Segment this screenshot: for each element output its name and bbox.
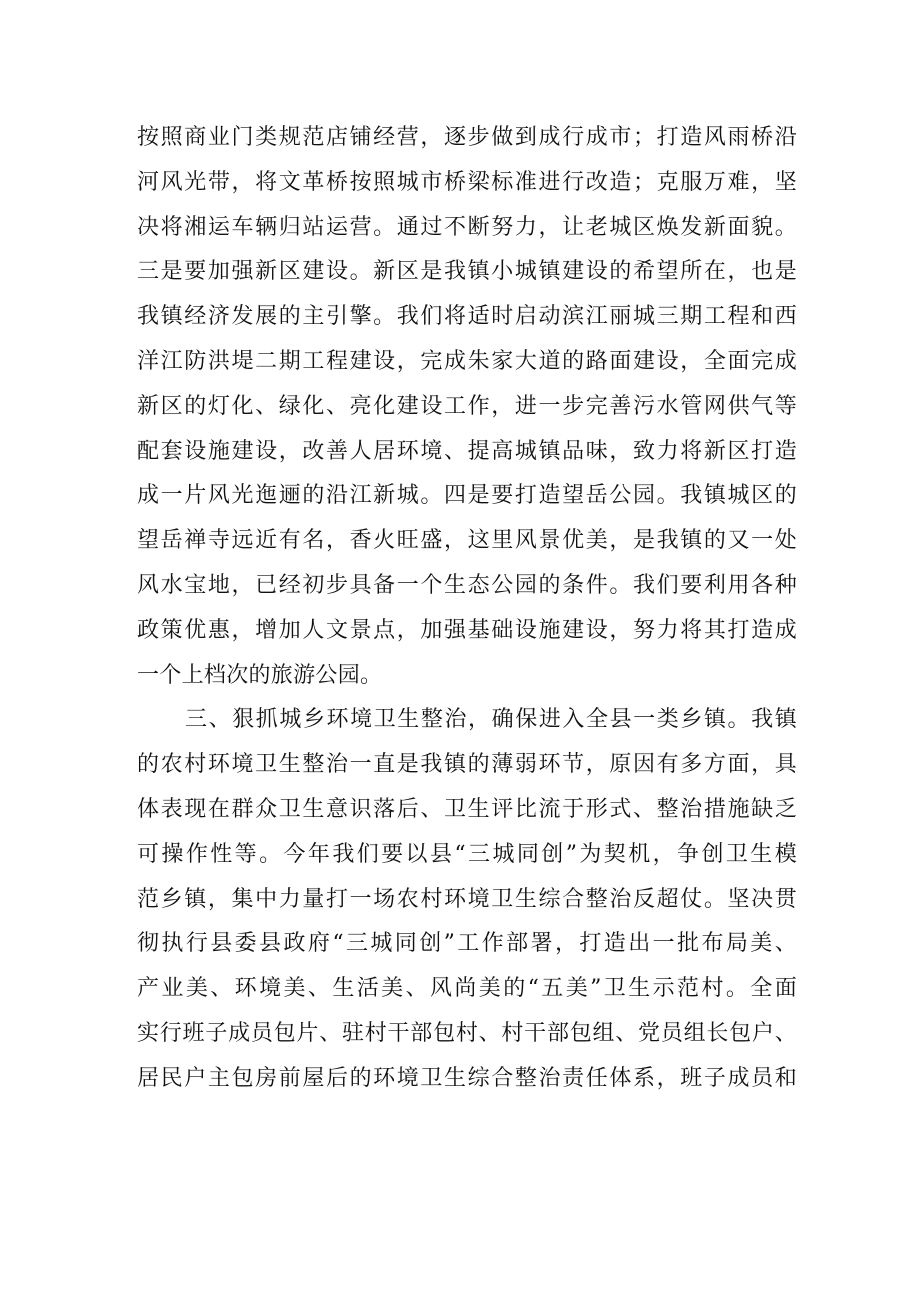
- text-line: 新区的灯化、绿化、亮化建设工作，进一步完善污水管网供气等: [137, 393, 797, 419]
- text-line: 洋江防洪堤二期工程建设，完成朱家大道的路面建设，全面完成: [137, 348, 797, 374]
- paragraph-end-line: 一个上档次的旅游公园。: [137, 662, 383, 688]
- text-line: 实行班子成员包片、驻村干部包村、村干部包组、党员组长包户、: [137, 1020, 797, 1046]
- text-line: 可操作性等。今年我们要以县“三城同创”为契机，争创卫生模: [137, 841, 797, 867]
- text-line: 望岳禅寺远近有名，香火旺盛，这里风景优美，是我镇的又一处: [137, 528, 797, 554]
- text-line: 政策优惠，增加人文景点，加强基础设施建设，努力将其打造成: [137, 617, 797, 643]
- text-line: 成一片风光迤逦的沿江新城。四是要打造望岳公园。我镇城区的: [137, 483, 797, 509]
- text-line: 居民户主包房前屋后的环境卫生综合整治责任体系，班子成员和: [137, 1065, 797, 1091]
- text-line: 风水宝地，已经初步具备一个生态公园的条件。我们要利用各种: [137, 572, 797, 598]
- text-line: 产业美、环境美、生活美、风尚美的“五美”卫生示范村。全面: [137, 976, 797, 1002]
- text-line: 彻执行县委县政府“三城同创”工作部署，打造出一批布局美、: [137, 931, 797, 957]
- text-line: 三是要加强新区建设。新区是我镇小城镇建设的希望所在，也是: [137, 259, 797, 285]
- text-line: 河风光带，将文革桥按照城市桥梁标准进行改造；克服万难，坚: [137, 169, 797, 195]
- text-line: 体表现在群众卫生意识落后、卫生评比流于形式、整治措施缺乏: [137, 796, 797, 822]
- text-line: 决将湘运车辆归站运营。通过不断努力，让老城区焕发新面貌。: [137, 214, 797, 240]
- text-line: 我镇经济发展的主引擎。我们将适时启动滨江丽城三期工程和西: [137, 304, 797, 330]
- text-line: 按照商业门类规范店铺经营，逐步做到成行成市；打造风雨桥沿: [137, 125, 797, 150]
- body-text: [137, 116, 797, 1102]
- text-line: 范乡镇，集中力量打一场农村环境卫生综合整治反超仗。坚决贯: [137, 886, 797, 912]
- text-line: 的农村环境卫生整治一直是我镇的薄弱环节，原因有多方面，具: [137, 752, 797, 778]
- section-heading-line: 三、狠抓城乡环境卫生整治，确保进入全县一类乡镇。我镇: [185, 707, 797, 733]
- text-line: 配套设施建设，改善人居环境、提高城镇品味，致力将新区打造: [137, 438, 797, 464]
